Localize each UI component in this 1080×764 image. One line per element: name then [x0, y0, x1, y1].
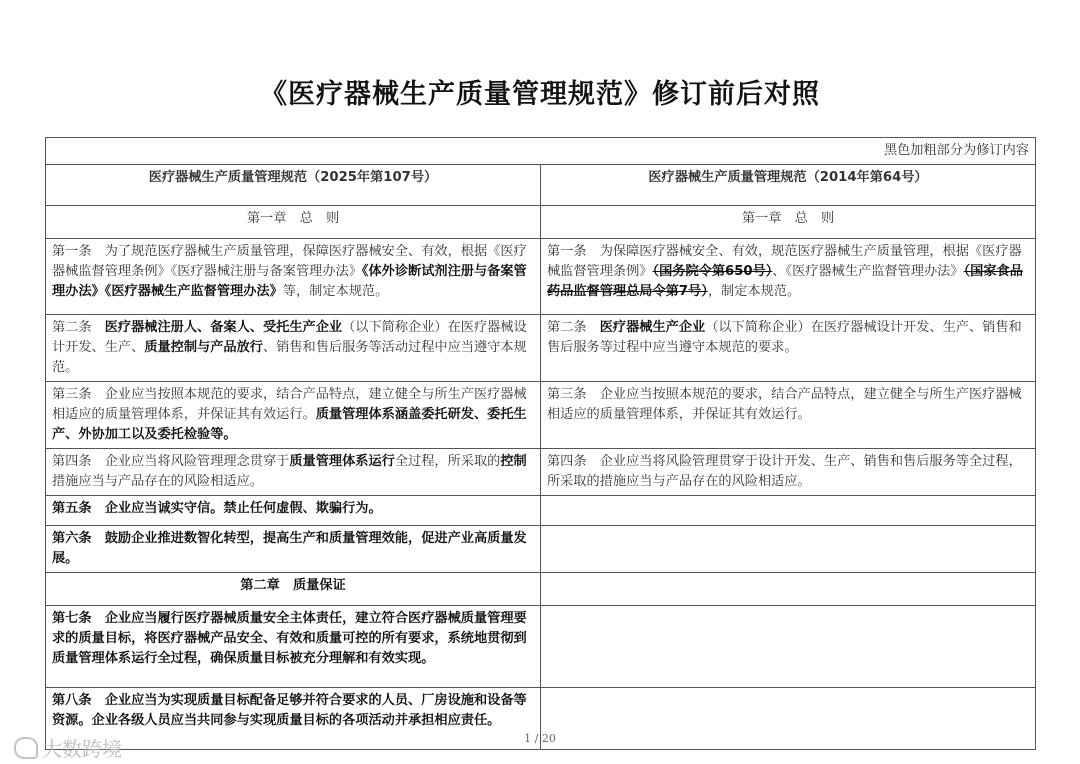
article-text: （以下简称企业）在医疗器械设计开发、生产、 [52, 320, 527, 355]
article1-old [541, 239, 1036, 315]
chapter1-old: 第一章 总 则 [541, 206, 1036, 239]
article7-old-empty [541, 606, 1036, 688]
article6-new [46, 526, 541, 573]
article-text: 措施应当与产品存在的风险相适应。 [52, 474, 263, 489]
chapter2-new: 第二章 质量保证 [46, 573, 541, 606]
watermark [14, 733, 122, 762]
article3-old [541, 382, 1036, 449]
deleted-text: （国家食品药品监督管理总局令第7号） [547, 264, 1023, 299]
article-text: 第二条 [547, 320, 600, 335]
article4-new [46, 449, 541, 496]
revised-text: 质量管理体系涵盖委托研发、委托生产、外协加工以及委托检验等。 [52, 407, 527, 442]
header-new: 医疗器械生产质量管理规范（2025年第107号） [46, 165, 541, 206]
chapter2-old-empty [541, 573, 1036, 606]
watermark-text: 大数跨境 [42, 737, 122, 761]
revised-text: 第七条 企业应当履行医疗器械质量安全主体责任，建立符合医疗器械质量管理要求的质量目标，将医疗器械产品安全、有效和质量可控的所有要求，系统地贯彻到质量管理体系运行全过程，确保质量目标被充分理解和有效实现。 [52, 611, 527, 666]
header-old: 医疗器械生产质量管理规范（2014年第64号） [541, 165, 1036, 206]
article2-old [541, 315, 1036, 382]
revised-text: 《体外诊断试剂注册与备案管理办法》《医疗器械生产监督管理办法》 [52, 264, 527, 299]
page-number: 1 / 20 [524, 732, 556, 745]
revised-text: 医疗器械注册人、备案人、受托生产企业 [104, 320, 343, 335]
chat-bubble-icon [14, 737, 38, 759]
article5-new [46, 496, 541, 526]
article5-old-empty [541, 496, 1036, 526]
article-text: （以下简称企业）在医疗器械设计开发、生产、销售和售后服务等过程中应当遵守本规范的要求。 [547, 320, 1022, 355]
article-text: 第三条 企业应当按照本规范的要求，结合产品特点，建立健全与所生产医疗器械相适应的质量管理体系，并保证其有效运行。 [547, 387, 1022, 422]
revised-text: 第五条 企业应当诚实守信。禁止任何虚假、欺骗行为。 [52, 501, 382, 516]
article-text: 、销售和售后服务等活动过程中应当遵守本规范。 [52, 340, 527, 375]
revised-text: 第六条 鼓励企业推进数智化转型，提高生产和质量管理效能，促进产业高质量发展。 [52, 531, 527, 566]
revised-text: 医疗器械生产企业 [599, 320, 706, 335]
article3-new [46, 382, 541, 449]
comparison-table [45, 137, 1036, 750]
article4-old [541, 449, 1036, 496]
article2-new [46, 315, 541, 382]
article-text: 第二条 [52, 320, 105, 335]
article-text: 第一条 为保障医疗器械安全、有效，规范医疗器械生产质量管理，根据《医疗器械监督管理条例》 [547, 244, 1022, 279]
revised-text: 第八条 企业应当为实现质量目标配备足够并符合要求的人员、厂房设施和设备等资源。企业各级人员应当共同参与实现质量目标的各项活动并承担相应责任。 [52, 693, 527, 728]
article-text: 第四条 企业应当将风险管理理念贯穿于 [52, 454, 290, 469]
article-text: 、《医疗器械生产监督管理办法》 [772, 264, 964, 279]
article-text: 第四条 企业应当将风险管理贯穿于设计开发、生产、销售和售后服务等全过程，所采取的措施应当与产品存在的风险相适应。 [547, 454, 1022, 489]
article1-new [46, 239, 541, 315]
deleted-text: （国务院令第650号） [652, 264, 773, 279]
revised-text: 质量控制与产品放行 [144, 340, 263, 355]
revision-note: 黑色加粗部分为修订内容 [46, 138, 1036, 165]
revised-text: 控制 [500, 454, 527, 469]
article-text: 等，制定本规范。 [282, 284, 389, 299]
page-title: 《医疗器械生产质量管理规范》修订前后对照 [260, 79, 820, 110]
revised-text: 质量管理体系运行 [289, 454, 395, 469]
article6-old-empty [541, 526, 1036, 573]
article-text: 全过程，所采取的 [394, 454, 501, 469]
article-text: 第一条 为了规范医疗器械生产质量管理，保障医疗器械安全、有效，根据《医疗器械监督管理条例》《医疗器械注册与备案管理办法》 [52, 244, 527, 279]
chapter1-new: 第一章 总 则 [46, 206, 541, 239]
article7-new [46, 606, 541, 688]
article-text: ，制定本规范。 [707, 284, 801, 299]
article-text: 第三条 企业应当按照本规范的要求，结合产品特点，建立健全与所生产医疗器械相适应的质量管理体系，并保证其有效运行。 [52, 387, 527, 422]
